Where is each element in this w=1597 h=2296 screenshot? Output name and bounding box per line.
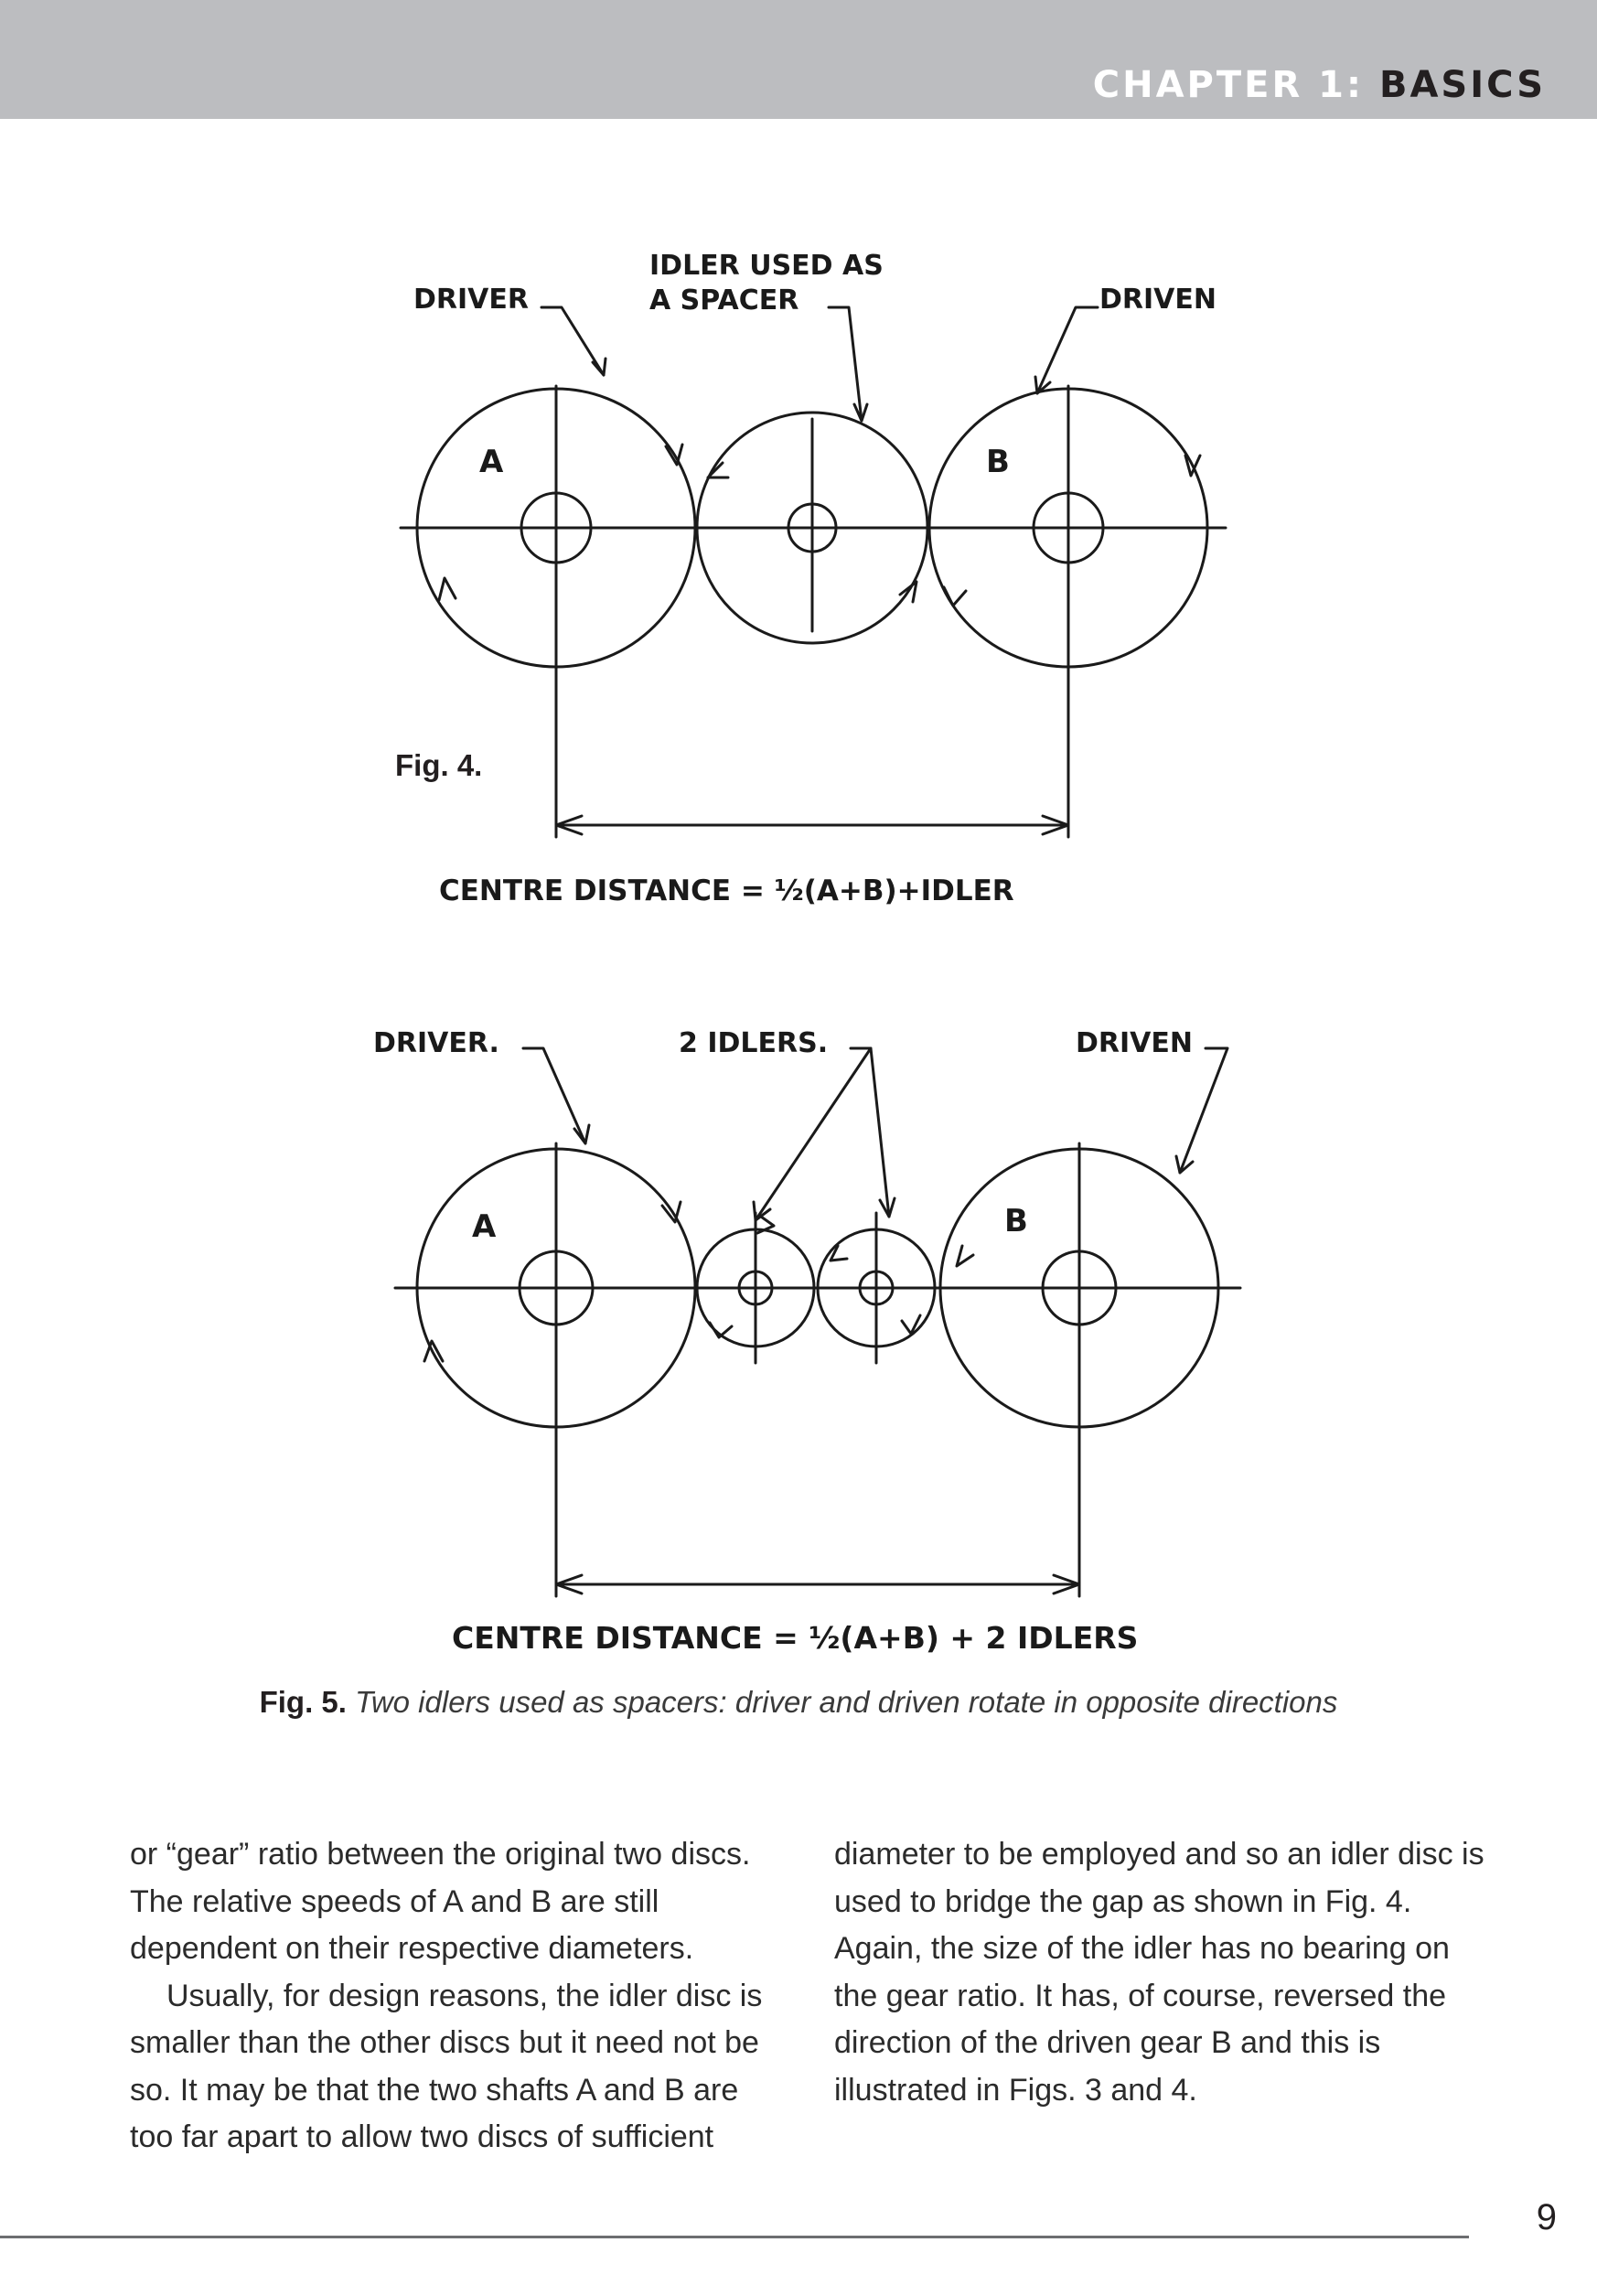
fig5-caption bbox=[0, 1685, 1597, 1720]
fig4-driven-label: DRIVEN bbox=[1099, 284, 1217, 316]
fig5-caption-label: Fig. 5. bbox=[259, 1685, 347, 1719]
fig4-disc-b-label: B bbox=[986, 444, 1010, 480]
fig4-idler-label-line1: IDLER USED AS bbox=[649, 250, 884, 282]
paragraph: diameter to be employed and so an idler disc is used to bridge the gap as shown in Fig. 4. Again, the size of the idler has no bearing on the gear ratio. It has, of course, reversed the direction of the driven gear B and this is illustrated in Figs. 3 and 4. bbox=[834, 1837, 1484, 2108]
fig5-caption-text: Two idlers used as spacers: driver and driven rotate in opposite directions bbox=[355, 1685, 1338, 1719]
chapter-topic: BASICS bbox=[1378, 64, 1546, 106]
paragraph: or “gear” ratio between the original two discs. The relative speeds of A and B are still dependent on their respective diameters. bbox=[130, 1837, 751, 1966]
fig5-disc-b-label: B bbox=[1004, 1203, 1028, 1239]
body-column-right bbox=[834, 1831, 1493, 2114]
fig4-axes bbox=[401, 386, 1226, 837]
fig5-formula: CENTRE DISTANCE = ½(A+B) + 2 IDLERS bbox=[452, 1620, 1139, 1656]
body-column-left bbox=[130, 1831, 788, 2162]
figure-4 bbox=[0, 247, 1597, 924]
fig4-rotation-arrows bbox=[439, 445, 1200, 606]
figure-5 bbox=[0, 1006, 1597, 1665]
fig4-leader-lines bbox=[541, 307, 1098, 421]
chapter-title bbox=[1093, 64, 1546, 106]
fig5-disc-a-label: A bbox=[472, 1208, 497, 1245]
chapter-header bbox=[0, 0, 1597, 119]
fig4-dimension-line bbox=[556, 816, 1068, 834]
page-number: 9 bbox=[1536, 2197, 1557, 2237]
fig4-caption: Fig. 4. bbox=[395, 748, 483, 782]
fig4-disc-a-label: A bbox=[479, 444, 504, 480]
footer-rule bbox=[0, 2236, 1469, 2238]
fig4-driver-label: DRIVER bbox=[413, 284, 529, 316]
fig5-driven-label: DRIVEN bbox=[1076, 1027, 1193, 1059]
fig5-driver-label: DRIVER. bbox=[373, 1027, 499, 1059]
fig5-axes bbox=[395, 1143, 1240, 1596]
fig5-dimension-line bbox=[556, 1575, 1079, 1593]
fig4-formula: CENTRE DISTANCE = ½(A+B)+IDLER bbox=[439, 874, 1014, 907]
fig5-leader-lines bbox=[523, 1048, 1227, 1220]
chapter-number: CHAPTER 1: bbox=[1092, 64, 1365, 106]
paragraph: Usually, for design reasons, the idler disc is smaller than the other discs but it need not be so. It may be that the two shafts A and B are too far apart to allow two discs of sufficient bbox=[130, 1978, 763, 2154]
fig4-idler-label-line2: A SPACER bbox=[649, 284, 799, 317]
fig5-idlers-label: 2 IDLERS. bbox=[679, 1027, 829, 1059]
